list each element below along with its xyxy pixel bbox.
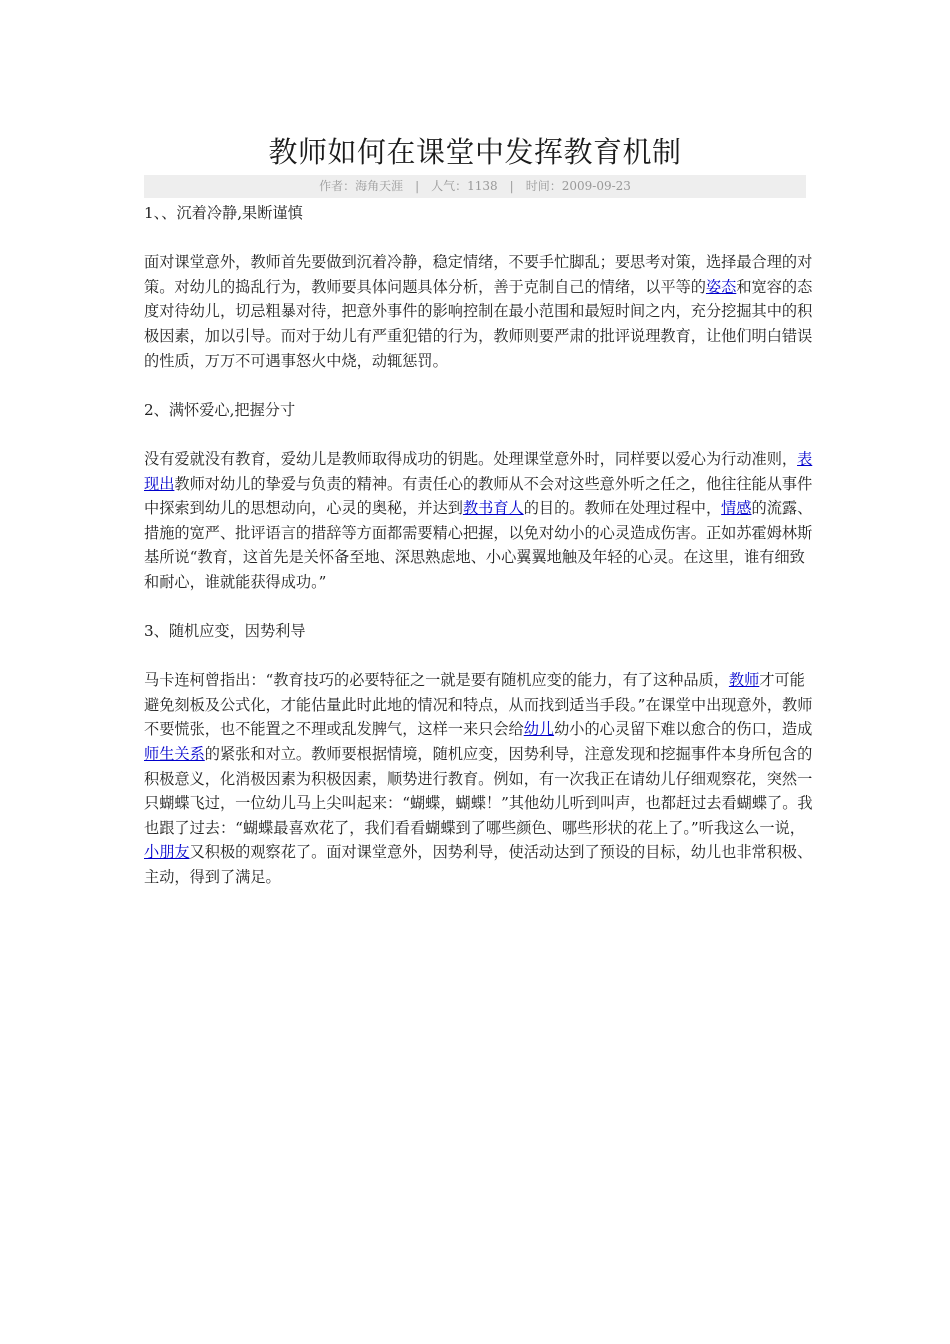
section-paragraph — [144, 250, 816, 373]
meta-separator: | — [415, 179, 420, 193]
article-meta-bar — [144, 175, 806, 198]
section-heading: 2、满怀爱心,把握分寸 — [144, 400, 296, 419]
inline-keyword-link[interactable]: 师生关系 — [144, 745, 205, 764]
inline-keyword-link[interactable]: 幼儿 — [523, 720, 555, 739]
paragraph-text: 马卡连柯曾指出：“教育技巧的必要特征之一就是要有随机应变的能力，有了这种品质， — [144, 671, 729, 690]
section-paragraph — [144, 668, 816, 889]
paragraph-text: 没有爱就没有教育，爱幼儿是教师取得成功的钥匙。处理课堂意外时，同样要以爱心为行动准则， — [144, 449, 798, 468]
meta-author: 作者：海角天涯 — [319, 179, 404, 193]
inline-keyword-link[interactable]: 姿态 — [705, 277, 737, 296]
inline-keyword-link[interactable]: 表现出 — [144, 449, 813, 493]
article-title: 教师如何在课堂中发挥教育机制 — [268, 135, 682, 169]
paragraph-text: 又积极的观察花了。面对课堂意外，因势利导，使活动达到了预设的目标，幼儿也非常积极、主动，得到了满足。 — [144, 843, 813, 887]
inline-keyword-link[interactable]: 教书育人 — [462, 499, 524, 518]
paragraph-gap — [144, 644, 816, 669]
paragraph-text: 的目的。教师在处理过程中， — [523, 499, 722, 518]
paragraph-gap — [144, 422, 816, 447]
paragraph-gap — [144, 226, 816, 251]
inline-keyword-link[interactable]: 教师 — [728, 671, 760, 690]
paragraph-text: 幼小的心灵留下难以愈合的伤口，造成 — [554, 720, 813, 739]
paragraph-gap — [144, 595, 816, 620]
inline-keyword-link[interactable]: 情感 — [721, 499, 752, 518]
paragraph-text: 才可能避免刻板及公式化，才能估量此时此地的情况和特点，从而找到适当手段。”在课堂中出现意外，教师不要慌张，也不能置之不理或乱发脾气，这样一来只会给 — [144, 671, 813, 739]
meta-views: 人气：1138 — [431, 179, 498, 193]
paragraph-text: 面对课堂意外，教师首先要做到沉着冷静，稳定情绪，不要手忙脚乱；要思考对策，选择最合理的对策。对幼儿的捣乱行为，教师要具体问题具体分析，善于克制自己的情绪，以平等的 — [144, 253, 813, 296]
paragraph-text: 教师对幼儿的挚爱与负责的精神。有责任心的教师从不会对这些意外听之任之，他往往能从事件中探索到幼儿的思想动向，心灵的奥秘，并达到 — [144, 474, 813, 518]
paragraph-gap — [144, 373, 816, 398]
inline-keyword-link[interactable]: 小朋友 — [144, 843, 190, 862]
paragraph-text: 的紧张和对立。教师要根据情境，随机应变，因势利导，注意发现和挖掘事件本身所包含的积极意义，化消极因素为积极因素，顺势进行教育。例如，有一次我正在请幼儿仔细观察花，突然一只蝴蝶飞过，一位幼儿马上尖叫起来：“蝴蝶，蝴蝶！”其他幼儿听到叫声，也都赶过去看蝴蝶了。我也跟了过去：“蝴蝶最喜欢花了，我们看看蝴蝶到了哪些颜色、哪些形状的花上了。”听我这么一说， — [144, 745, 813, 837]
section-heading: 1、、沉着冷静,果断谨慎 — [144, 204, 303, 222]
article-content — [144, 201, 816, 890]
paragraph-text: 的流露、措施的宽严、批评语言的措辞等方面都需要精心把握，以免对幼小的心灵造成伤害。正如苏霍姆林斯基所说“教育，这首先是关怀备至地、深思熟虑地、小心翼翼地触及年轻的心灵。在这里，谁有细致和耐心，谁就能获得成功。” — [144, 499, 813, 591]
section-heading: 3、随机应变，因势利导 — [144, 622, 306, 641]
section-paragraph — [144, 447, 816, 595]
paragraph-text: 和宽容的态度对待幼儿，切忌粗暴对待，把意外事件的影响控制在最小范围和最短时间之内，充分挖掘其中的积极因素，加以引导。而对于幼儿有严重犯错的行为，教师则要严肃的批评说理教育，让他们明白错误的性质，万万不可遇事怒火中烧，动辄惩罚。 — [144, 277, 813, 370]
meta-date: 时间：2009-09-23 — [525, 179, 631, 193]
meta-separator: | — [509, 179, 514, 193]
